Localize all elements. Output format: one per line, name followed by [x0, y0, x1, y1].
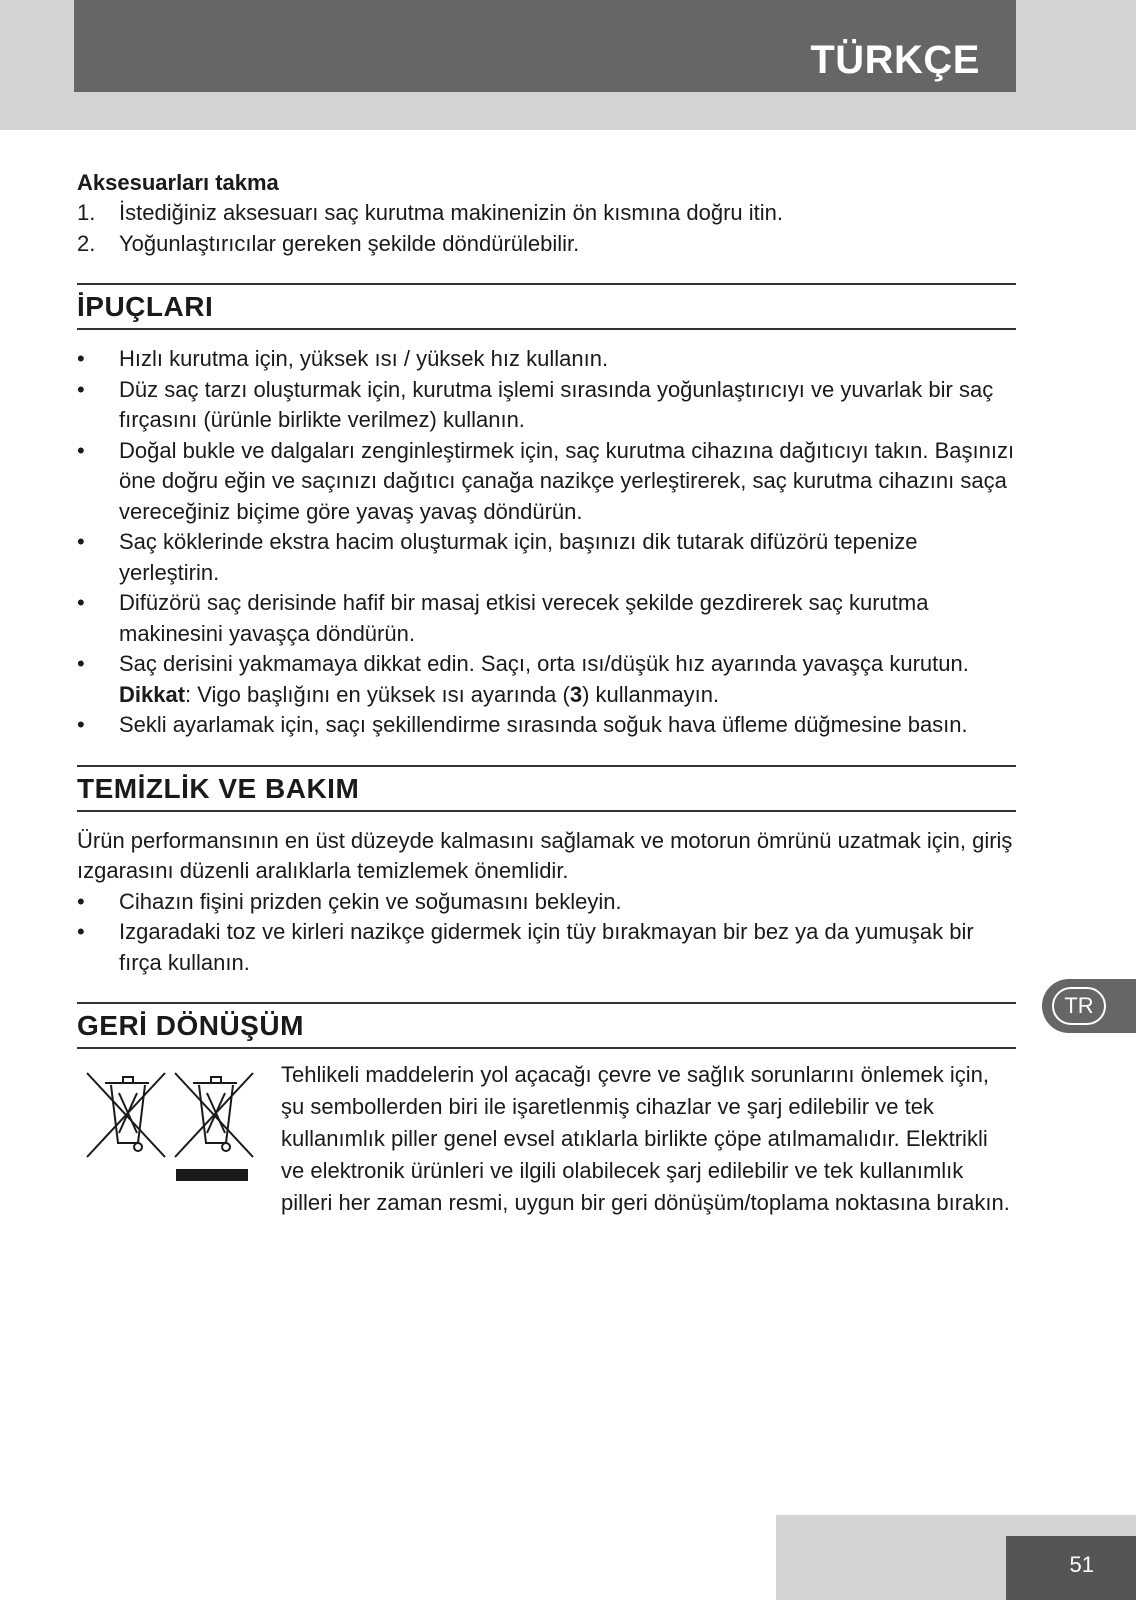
header-bar: [74, 0, 1016, 92]
recycling-block: [77, 1059, 1016, 1259]
step-number: 1.: [77, 200, 96, 225]
crossed-bin-icon: [87, 1073, 165, 1157]
tips-list: [77, 344, 1016, 741]
step-number: 2.: [77, 230, 96, 256]
cleaning-list: [77, 887, 1016, 979]
list-item-text: Saç derisini yakmamaya dikkat edin. Saçı, orta ısı/düşük hız ayarında yavaşça kurutun.: [119, 651, 969, 676]
list-item: [77, 887, 1016, 918]
page-content: [77, 168, 1016, 1259]
list-item: [77, 588, 1016, 649]
bullet-icon: •: [77, 919, 85, 944]
cleaning-intro: Ürün performansının en üst düzeyde kalmasını sağlamak ve motorun ömrünü uzatmak için, giriş ızgarasını düzenli aralıklarla temizlemek önemlidir.: [77, 827, 1013, 883]
attach-heading: Aksesuarları takma: [77, 170, 279, 195]
attach-steps: [77, 198, 1016, 259]
bullet-icon: •: [77, 437, 85, 463]
list-item: [77, 527, 1016, 588]
list-item: [77, 710, 1016, 741]
caution-text-after: ) kullanmayın.: [582, 681, 720, 707]
bullet-icon: •: [77, 712, 85, 737]
tips-heading: İPUÇLARI: [77, 283, 1016, 330]
footer-box: [1006, 1536, 1136, 1600]
list-item-text: Saç köklerinde ekstra hacim oluşturmak için, başınızı dik tutarak difüzörü tepenize yerleştirin.: [119, 529, 918, 585]
weee-symbols: [85, 1071, 257, 1183]
list-item-text: Izgaradaki toz ve kirleri nazikçe gidermek için tüy bırakmayan bir bez ya da yumuşak bir fırça kullanın.: [119, 919, 974, 975]
language-title: TÜRKÇE: [810, 38, 980, 82]
step-item: [77, 198, 1016, 229]
caution-text-before: : Vigo başlığını en yüksek ısı ayarında (: [185, 681, 570, 707]
step-item: [77, 229, 1016, 260]
bullet-icon: •: [77, 376, 85, 402]
list-item-text: Cihazın fişini prizden çekin ve soğumasını bekleyin.: [119, 888, 622, 914]
list-item-text: Sekli ayarlamak için, saçı şekillendirme sırasında soğuk hava üfleme düğmesine basın.: [119, 712, 968, 737]
caution-label: Dikkat: [119, 681, 186, 707]
language-badge: TR: [1052, 987, 1106, 1025]
page-number: 51: [1069, 1552, 1094, 1577]
bullet-icon: •: [77, 346, 85, 371]
list-item: [77, 917, 1016, 978]
bullet-icon: •: [77, 529, 85, 554]
recycling-heading: GERİ DÖNÜŞÜM: [77, 1002, 1016, 1049]
bullet-icon: •: [77, 888, 85, 914]
list-item-text: Doğal bukle ve dalgaları zenginleştirmek için, saç kurutma cihazına dağıtıcıyı takın. Başınızı öne doğru eğin ve saçınızı dağıtıcı çanağa nazikçe yerleştirerek, saç kurutma cihazını saça vereceğiniz biçime göre yavaş yavaş döndürün.: [119, 437, 1015, 524]
step-text: İstediğiniz aksesuarı saç kurutma makinenizin ön kısmına doğru itin.: [119, 200, 783, 225]
bullet-icon: •: [77, 651, 85, 676]
list-item-text: Düz saç tarzı oluşturmak için, kurutma işlemi sırasında yoğunlaştırıcıyı ve yuvarlak bir saç fırçasını (ürünle birlikte verilmez) kullanın.: [119, 376, 994, 432]
crossed-bin-with-bar-icon: [175, 1073, 253, 1157]
language-side-tab: [1042, 979, 1136, 1033]
weee-bar-icon: [176, 1169, 248, 1181]
list-item: [77, 649, 1016, 710]
cleaning-heading: TEMİZLİK VE BAKIM: [77, 765, 1016, 812]
step-text: Yoğunlaştırıcılar gereken şekilde döndürülebilir.: [119, 230, 580, 256]
list-item-text: Difüzörü saç derisinde hafif bir masaj etkisi verecek şekilde gezdirerek saç kurutma makinesini yavaşça döndürün.: [119, 590, 929, 646]
list-item: [77, 375, 1016, 436]
bullet-icon: •: [77, 590, 85, 615]
list-item: [77, 436, 1016, 528]
caution-setting: 3: [569, 681, 583, 707]
recycling-text: Tehlikeli maddelerin yol açacağı çevre ve sağlık sorunlarını önlemek için, şu sembollerden biri ile işaretlenmiş cihazlar ve şarj edilebilir ve tek kullanımlık piller genel evsel atıklarla birlikte çöpe atılmamalıdır. Elektrikli ve elektronik ürünleri ve ilgili olabilecek şarj edilebilir ve tek kullanımlık pilleri her zaman resmi, uygun bir geri dönüşüm/toplama noktasına bırakın.: [281, 1062, 1010, 1215]
list-item: [77, 344, 1016, 375]
list-item-text: Hızlı kurutma için, yüksek ısı / yüksek hız kullanın.: [119, 346, 609, 371]
